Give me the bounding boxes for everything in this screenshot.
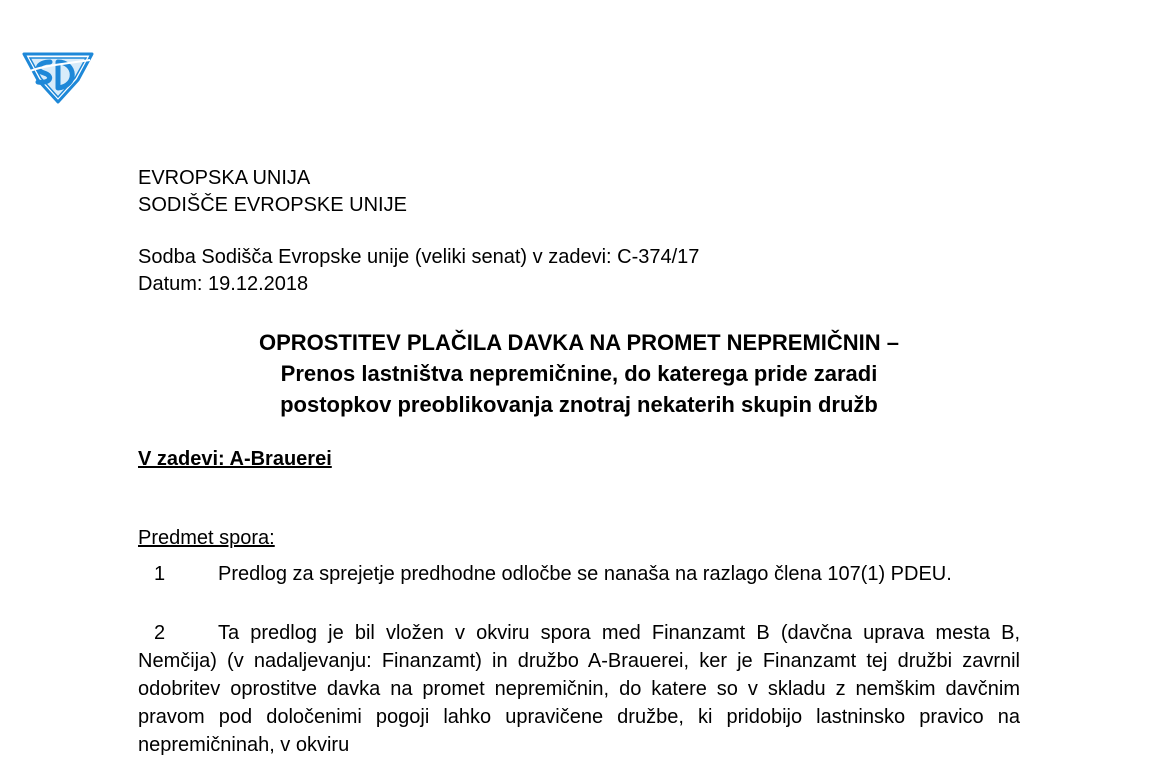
document-title xyxy=(120,327,1038,420)
title-line-1: OPROSTITEV PLAČILA DAVKA NA PROMET NEPREMIČNIN – xyxy=(258,330,900,355)
paragraph-1 xyxy=(138,560,1020,588)
case-judgment: Sodba Sodišča Evropske unije (veliki senat) v zadevi: C-374/17 xyxy=(138,246,700,268)
paragraph-text: Ta predlog je bil vložen v okviru spora med Finanzamt B (davčna uprava mesta B, Nemčija) (v nadaljevanju: Finanzamt) in družbo A-Brauerei, ker je Finanzamt tej družbi zavrnil odobritev oprostitve davka na promet nepremičnin, do katere so v skladu z nemškim davčnim pravom pod določenimi pogoji lahko upravičene družbe, ki pridobijo lastninsko pravico na nepremičninah, v okviru xyxy=(138,622,1020,756)
case-party-heading: V zadevi: A-Brauerei xyxy=(138,448,332,470)
case-date: Datum: 19.12.2018 xyxy=(138,273,309,295)
title-line-2: Prenos lastništva nepremičnine, do katerega pride zaradi xyxy=(280,361,878,386)
case-info xyxy=(138,244,1020,298)
sd-shield-logo-icon xyxy=(20,46,96,104)
paragraph-number: 2 xyxy=(154,622,166,644)
paragraph-2 xyxy=(138,619,1020,759)
court-heading xyxy=(138,165,1020,219)
subject-heading: Predmet spora: xyxy=(138,527,275,549)
court-line-union: EVROPSKA UNIJA xyxy=(138,167,311,189)
paragraph-number: 1 xyxy=(154,563,166,585)
court-line-court: SODIŠČE EVROPSKE UNIJE xyxy=(138,194,407,216)
paragraph-text: Predlog za sprejetje predhodne odločbe se nanaša na razlago člena 107(1) PDEU. xyxy=(218,563,952,585)
title-line-3: postopkov preoblikovanja znotraj nekaterih skupin družb xyxy=(280,392,878,417)
